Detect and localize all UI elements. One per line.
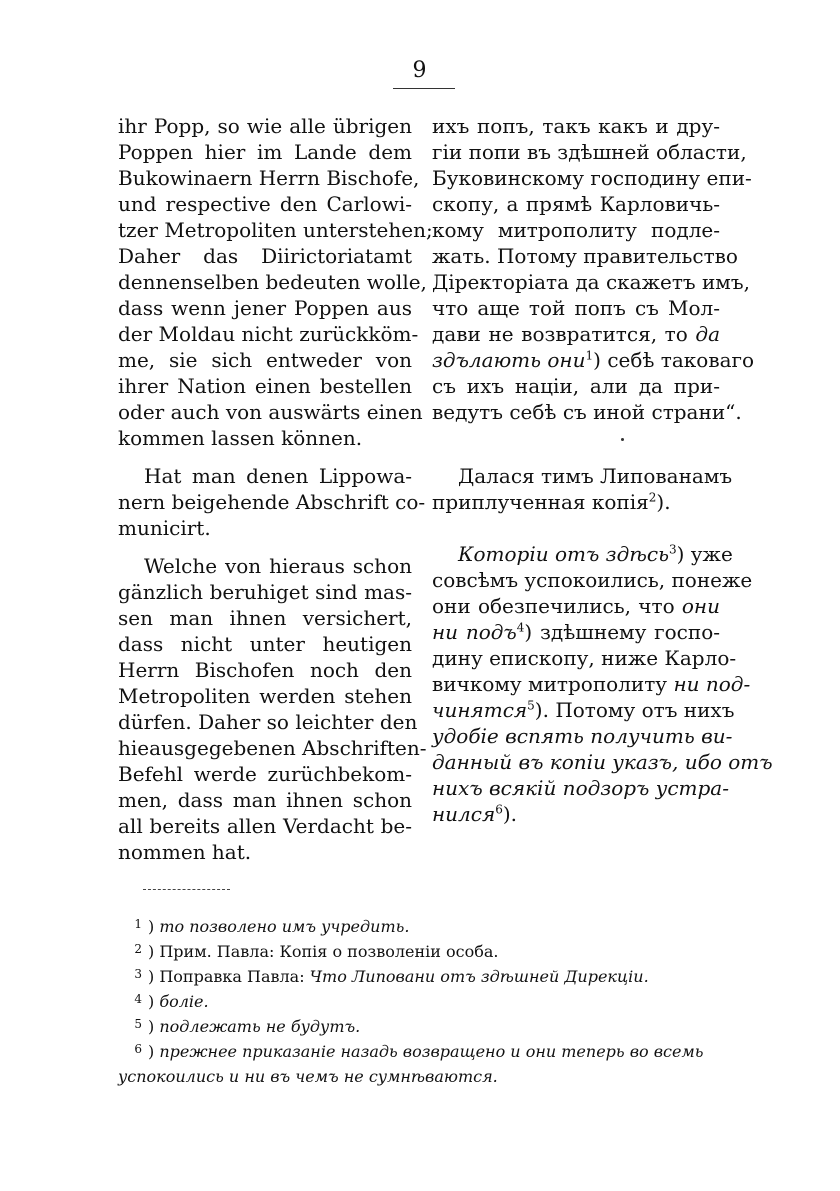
text-line: men, dass man ihnen schon bbox=[118, 788, 412, 812]
text-line: kommen lassen können. bbox=[118, 426, 363, 450]
footnote-text: боліе. bbox=[159, 992, 209, 1011]
italic-run: да bbox=[695, 322, 720, 346]
print-speck bbox=[621, 438, 624, 441]
footnote-number: 1 bbox=[134, 917, 142, 931]
text-line: dennenselben bedeuten wolle, bbox=[118, 270, 427, 294]
italic-run: здълають они bbox=[432, 348, 586, 372]
text-line: что аще той попъ съ Мол- bbox=[432, 296, 720, 320]
footnote: 1 ) то позволено имъ учредить. bbox=[118, 914, 728, 939]
text-run: ) здѣшнему госпо- bbox=[524, 620, 721, 644]
text-line: дину епископу, ниже Карло- bbox=[432, 646, 737, 670]
footnote: 3 ) Поправка Павла: Что Липовани отъ здѣшней Дирекціи. bbox=[118, 964, 728, 989]
text-line: ихъ попъ, такъ какъ и дру- bbox=[432, 114, 720, 138]
page-number-rule bbox=[393, 88, 455, 89]
text-line: oder auch von auswärts einen bbox=[118, 400, 423, 424]
text-line: нихъ всякій подзоръ устра- bbox=[432, 776, 729, 800]
footnote-marker: 4 bbox=[516, 620, 525, 635]
footnote-marker: 3 bbox=[668, 542, 677, 557]
footnote-marker: 5 bbox=[527, 698, 535, 713]
text-line: Daher das Diirictoriatamt bbox=[118, 244, 412, 268]
footnote-marker: 1 bbox=[585, 348, 594, 363]
text-line: sen man ihnen versichert, bbox=[118, 606, 412, 630]
text-line: ihrer Nation einen bestellen bbox=[118, 374, 412, 398]
text-line: nommen hat. bbox=[118, 840, 252, 864]
text-run: дави не возвратится, то bbox=[432, 322, 688, 346]
text-line: Welche von hieraus schon bbox=[144, 554, 412, 578]
text-line: здълають они$^1$) себѣ таковаго bbox=[432, 348, 755, 372]
text-run: ). Потому отъ нихъ bbox=[534, 698, 735, 722]
text-line: кому митрополиту подле- bbox=[432, 218, 720, 242]
text-line: Metropoliten werden stehen bbox=[118, 684, 412, 708]
footnote: 5 ) подлежать не будутъ. bbox=[118, 1014, 728, 1039]
page-number: 9 bbox=[412, 58, 428, 83]
footnote: 4 ) боліе. bbox=[118, 989, 728, 1014]
text-line bbox=[432, 541, 733, 567]
text-line bbox=[432, 671, 751, 697]
text-run: приплученная копія bbox=[432, 490, 649, 514]
text-line: municirt. bbox=[118, 516, 211, 540]
footnote-marker: 6 bbox=[495, 802, 503, 817]
footnote-marker: 2 bbox=[648, 490, 657, 505]
text-run: ). bbox=[502, 802, 518, 826]
italic-run: Которіи отъ здѣсь bbox=[458, 542, 669, 566]
text-line: ihr Popp, so wie alle übrigen bbox=[118, 114, 412, 138]
text-line bbox=[432, 697, 735, 723]
footnotes bbox=[118, 914, 728, 1089]
text-line: dass nicht unter heutigen bbox=[118, 632, 412, 656]
footnote-number: 3 bbox=[134, 967, 142, 981]
text-line: dürfen. Daher so leichter den bbox=[118, 710, 418, 734]
text-run: они обезпечились, что bbox=[432, 594, 675, 618]
footnote: 2 ) Прим. Павла: Копія о позволеніи особа. bbox=[118, 939, 728, 964]
footnote-text: Прим. Павла: Копія о позволеніи особа. bbox=[159, 942, 499, 961]
text-line: Hat man denen Lippowa- bbox=[144, 464, 412, 488]
footnote-number: 2 bbox=[134, 942, 142, 956]
footnote-text: успокоились и ни въ чемъ не сумнѣваются. bbox=[118, 1067, 498, 1086]
text-line: съ ихъ націи, али да при- bbox=[432, 374, 720, 398]
italic-run: чинятся bbox=[432, 698, 528, 722]
text-line: Діректоріата да скажетъ имъ, bbox=[432, 270, 750, 294]
right-column bbox=[432, 113, 773, 827]
text-run: себѣ таковаго bbox=[607, 348, 755, 372]
text-line bbox=[432, 489, 720, 515]
text-line bbox=[432, 619, 720, 645]
text-line: совсѣмъ успокоились, понеже bbox=[432, 568, 753, 592]
footnote-number: 4 bbox=[134, 992, 142, 1006]
text-line: скопу, а прямѣ Карловичь- bbox=[432, 192, 720, 216]
footnote-text: подлежать не будутъ. bbox=[159, 1017, 361, 1036]
footnote-number: 5 bbox=[134, 1017, 142, 1031]
italic-run: ни под- bbox=[673, 672, 751, 696]
italic-run: нился bbox=[432, 802, 496, 826]
text-line: und respective den Carlowi- bbox=[118, 192, 412, 216]
text-run: ). bbox=[656, 490, 671, 514]
text-line: gänzlich beruhiget sind mas- bbox=[118, 580, 412, 604]
footnote-rule bbox=[143, 889, 230, 890]
text-line: nern beigehende Abschrift co- bbox=[118, 490, 426, 514]
text-line: hieausgegebenen Abschriften- bbox=[118, 736, 427, 760]
footnote-prefix: Поправка Павла: bbox=[159, 967, 310, 986]
italic-run: они bbox=[681, 594, 720, 618]
footnote-text: Что Липовани отъ здѣшней Дирекціи. bbox=[309, 967, 649, 986]
text-line: Буковинскому господину епи- bbox=[432, 166, 752, 190]
text-line: гіи попи въ здѣшней области, bbox=[432, 140, 747, 164]
text-line: tzer Metropoliten unterstehen; bbox=[118, 218, 433, 242]
text-line: данный въ копіи указъ, ибо отъ bbox=[432, 750, 773, 774]
footnote-continuation bbox=[118, 1064, 728, 1089]
text-line bbox=[432, 321, 720, 347]
text-run: вичкому митрополиту bbox=[432, 672, 668, 696]
left-column bbox=[118, 113, 433, 865]
footnote-text: прежнее приказаніе назадь возвращено и они теперь во всемь bbox=[159, 1042, 704, 1061]
text-line: der Moldau nicht zurückköm- bbox=[118, 322, 419, 346]
text-line: Poppen hier im Lande dem bbox=[118, 140, 412, 164]
text-line: dass wenn jener Poppen aus bbox=[118, 296, 412, 320]
text-line: ведутъ себѣ съ иной страни“. bbox=[432, 400, 742, 424]
footnote: 6 ) прежнее приказаніе назадь возвращено и они теперь во всемь bbox=[118, 1039, 728, 1064]
footnote-number: 6 bbox=[134, 1042, 142, 1056]
text-run: ) уже bbox=[676, 542, 733, 566]
text-line: жать. Потому правительство bbox=[432, 244, 738, 268]
italic-run: ни подъ bbox=[432, 620, 517, 644]
footnote-text: то позволено имъ учредить. bbox=[159, 917, 410, 936]
text-line: me, sie sich entweder von bbox=[118, 348, 412, 372]
text-line bbox=[432, 801, 720, 827]
text-line: удобіе вспять получить ви- bbox=[432, 724, 733, 748]
text-line: Далася тимъ Липованамъ bbox=[458, 464, 733, 488]
text-line bbox=[432, 593, 720, 619]
text-line: Herrn Bischofen noch den bbox=[118, 658, 412, 682]
text-line: all bereits allen Verdacht be- bbox=[118, 814, 412, 838]
text-line: Befehl werde zurüchbekom- bbox=[118, 762, 412, 786]
text-line: Bukowinaern Herrn Bischofe, bbox=[118, 166, 420, 190]
